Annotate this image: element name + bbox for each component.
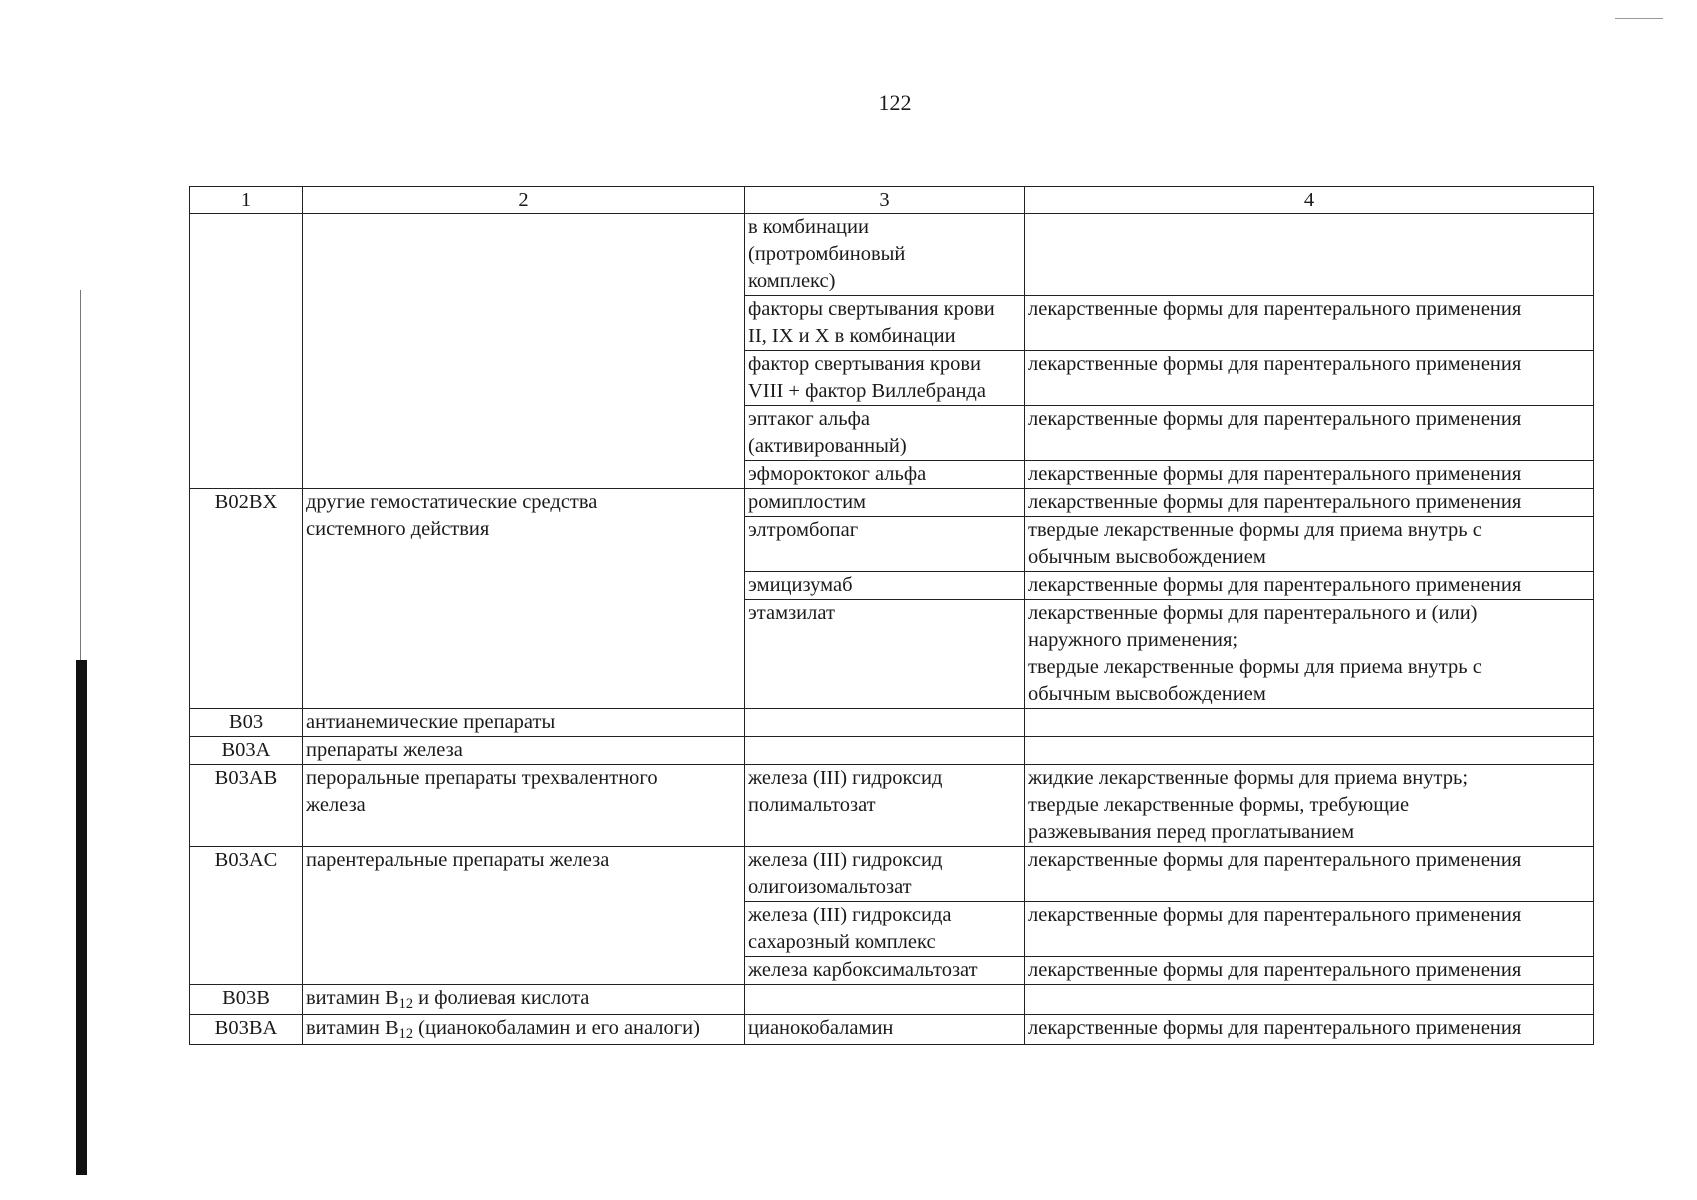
drug-name-cell: эфмороктоког альфа	[745, 461, 1025, 489]
table-row	[190, 765, 1594, 847]
drug-name-cell: факторы свертывания крови II, IX и X в комбинации	[745, 296, 1025, 351]
dosage-form-cell: лекарственные формы для парентерального применения	[1025, 351, 1594, 406]
column-header-1: 1	[190, 187, 303, 214]
dosage-form-cell: лекарственные формы для парентерального применения	[1025, 902, 1594, 957]
dosage-form-cell: лекарственные формы для парентерального применения	[1025, 1015, 1594, 1045]
drug-name-cell: железа карбоксимальтозат	[745, 957, 1025, 985]
drug-name-cell: в комбинации (протромбиновый комплекс)	[745, 214, 1025, 296]
drug-name-cell: фактор свертывания крови VIII + фактор Виллебранда	[745, 351, 1025, 406]
page-number: 122	[878, 90, 912, 115]
medicines-table	[189, 186, 1594, 1045]
dosage-form-cell: лекарственные формы для парентерального применения	[1025, 406, 1594, 461]
dosage-form-cell: лекарственные формы для парентерального применения	[1025, 489, 1594, 517]
atc-code-cell: B03BA	[190, 1015, 303, 1045]
drug-name-cell	[745, 737, 1025, 765]
drug-name-cell	[745, 709, 1025, 737]
dosage-form-cell	[1025, 709, 1594, 737]
table-row	[190, 1015, 1594, 1045]
dosage-form-cell: лекарственные формы для парентерального применения	[1025, 296, 1594, 351]
dosage-form-cell: лекарственные формы для парентерального применения	[1025, 461, 1594, 489]
table-row	[190, 709, 1594, 737]
atc-code-cell: B03B	[190, 985, 303, 1015]
group-name-cell: пероральные препараты трехвалентного железа	[303, 765, 745, 847]
atc-code-cell: B03	[190, 709, 303, 737]
group-name-cell: препараты железа	[303, 737, 745, 765]
scan-edge-bar	[76, 660, 87, 1175]
table-row	[190, 737, 1594, 765]
atc-code-cell: B03A	[190, 737, 303, 765]
drug-name-cell: этамзилат	[745, 600, 1025, 709]
table-header-row	[190, 187, 1594, 214]
vitamin-subscript: 12	[398, 995, 414, 1012]
dosage-form-cell: твердые лекарственные формы для приема внутрь с обычным высвобождением	[1025, 517, 1594, 572]
drug-name-cell: цианокобаламин	[745, 1015, 1025, 1045]
column-header-2: 2	[303, 187, 745, 214]
atc-code-cell: B03AB	[190, 765, 303, 847]
group-name-prefix: витамин B	[306, 1017, 399, 1039]
dosage-form-cell: лекарственные формы для парентерального применения	[1025, 572, 1594, 600]
drug-name-cell: железа (III) гидроксид олигоизомальтозат	[745, 847, 1025, 902]
dosage-form-cell: жидкие лекарственные формы для приема внутрь; твердые лекарственные формы, требующие разжевывания перед проглатыванием	[1025, 765, 1594, 847]
column-header-4: 4	[1025, 187, 1594, 214]
group-name-cell	[303, 214, 745, 489]
vitamin-subscript: 12	[398, 1025, 414, 1042]
group-name-cell	[303, 985, 745, 1015]
drug-name-cell: эптаког альфа (активированный)	[745, 406, 1025, 461]
dosage-form-cell	[1025, 985, 1594, 1015]
dosage-form-cell: лекарственные формы для парентерального применения	[1025, 957, 1594, 985]
column-header-3: 3	[745, 187, 1025, 214]
atc-code-cell: B03AC	[190, 847, 303, 985]
group-name-cell	[303, 1015, 745, 1045]
atc-code-cell	[190, 214, 303, 489]
dosage-form-cell	[1025, 214, 1594, 296]
scan-corner-mark	[1615, 18, 1663, 19]
drug-name-cell: железа (III) гидроксид полимальтозат	[745, 765, 1025, 847]
table-row	[190, 847, 1594, 902]
table-row	[190, 214, 1594, 296]
group-name-suffix: (цианокобаламин и его аналоги)	[413, 1017, 700, 1039]
group-name-cell: антианемические препараты	[303, 709, 745, 737]
dosage-form-cell	[1025, 737, 1594, 765]
drug-name-cell: ромиплостим	[745, 489, 1025, 517]
group-name-suffix: и фолиевая кислота	[413, 987, 590, 1009]
drug-name-cell: железа (III) гидроксида сахарозный комплекс	[745, 902, 1025, 957]
group-name-cell: парентеральные препараты железа	[303, 847, 745, 985]
table-row	[190, 985, 1594, 1015]
atc-code-cell: B02BX	[190, 489, 303, 709]
group-name-cell: другие гемостатические средства системного действия	[303, 489, 745, 709]
dosage-form-cell: лекарственные формы для парентерального применения	[1025, 847, 1594, 902]
table-row	[190, 489, 1594, 517]
group-name-prefix: витамин B	[306, 987, 399, 1009]
drug-name-cell: эмицизумаб	[745, 572, 1025, 600]
drug-name-cell: элтромбопаг	[745, 517, 1025, 572]
dosage-form-cell: лекарственные формы для парентерального и (или) наружного применения; твердые лекарственные формы для приема внутрь с обычным высвобождением	[1025, 600, 1594, 709]
scan-edge-line	[80, 290, 81, 660]
drug-name-cell	[745, 985, 1025, 1015]
